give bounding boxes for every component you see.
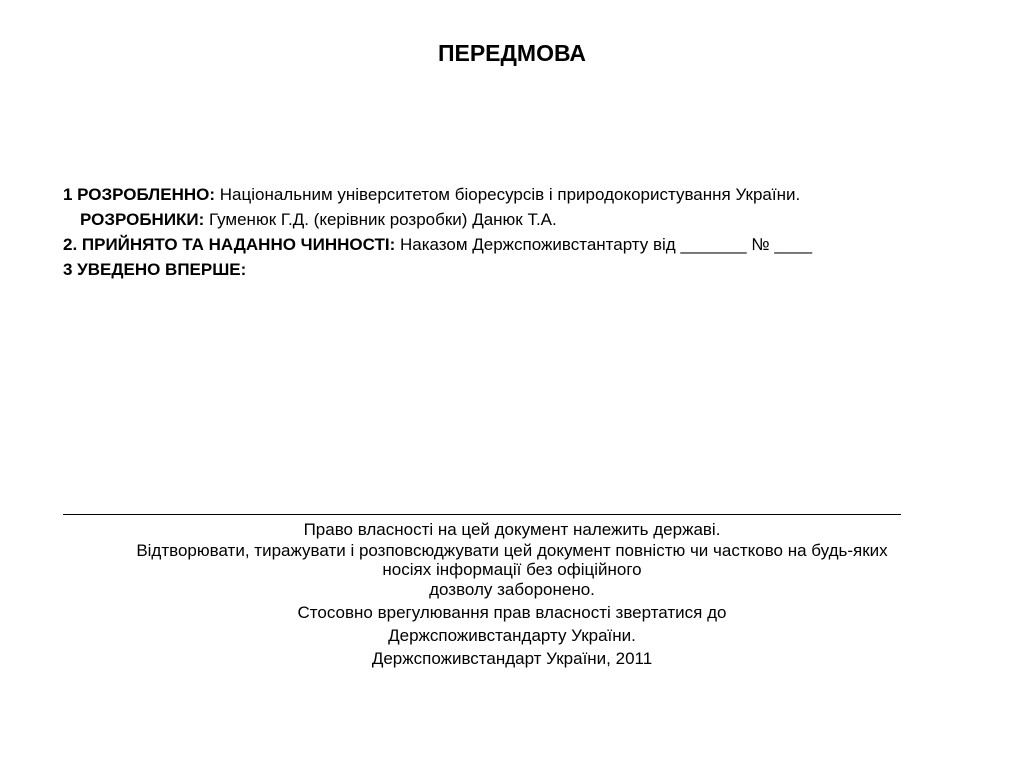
document-title: ПЕРЕДМОВА (437, 40, 587, 66)
notice-line-1: Право власності на цей документ належить державі. (303, 520, 721, 539)
developed-row (63, 182, 1003, 207)
notice-line-4: дозволу заборонено. (429, 580, 595, 599)
introduced-label: 3 УВЕДЕНО ВПЕРШЕ: (63, 260, 247, 279)
developed-label: 1 РОЗРОБЛЕННО: (63, 185, 216, 204)
notice-line-3: носіях інформації без офіційного (382, 560, 642, 579)
developed-value: Національним університетом біоресурсів і природокористування України. (219, 185, 801, 204)
notice-line-2: Відтворювати, тиражувати і розповсюджувати цей документ повністю чи частково на будь-яких (136, 541, 888, 560)
introduced-row (63, 257, 1003, 282)
adopted-value: Наказом Держспоживстантарту від _______ № ____ (399, 235, 813, 254)
adopted-row (63, 232, 1003, 257)
notice-line-6: Держспоживстандарту України. (388, 626, 636, 645)
developers-row (63, 207, 1003, 232)
developers-label: РОЗРОБНИКИ: (80, 210, 205, 229)
copyright-notice (0, 518, 1024, 670)
notice-line-7: Держспоживстандарт України, 2011 (371, 649, 653, 668)
developers-value: Гуменюк Г.Д. (керівник розробки) Данюк Т.А. (209, 210, 557, 229)
notice-line-5: Стосовно врегулювання прав власності звертатися до (297, 603, 727, 622)
document-info (63, 182, 1003, 282)
horizontal-rule (63, 514, 901, 515)
adopted-label: 2. ПРИЙНЯТО ТА НАДАННО ЧИННОСТІ: (63, 235, 396, 254)
